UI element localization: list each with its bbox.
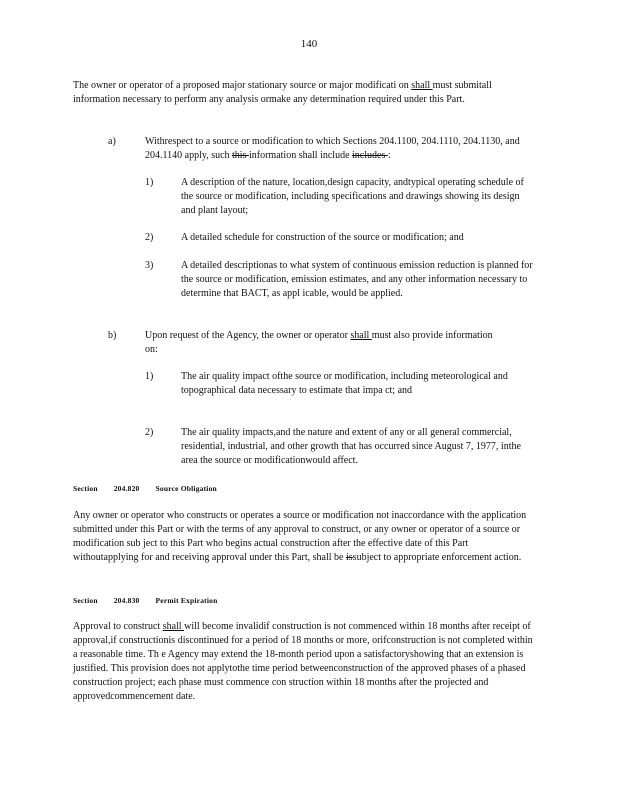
item-b2-text: The air quality impacts,and the nature and extent of any or all general commercial, residential, industrial, and other growth that has occurred since August 7, 1977, inthe area the source or modificationwould affect. bbox=[181, 427, 521, 466]
item-a3-label: 3) bbox=[145, 260, 154, 271]
section-830-text-start: Approval to construct bbox=[73, 621, 163, 632]
item-a-text bbox=[145, 135, 523, 163]
item-a-label: a) bbox=[108, 136, 116, 147]
item-a-deleted-text-2: includes bbox=[352, 150, 388, 161]
intro-paragraph bbox=[73, 79, 518, 107]
section-820-text-end: subject to appropriate enforcement action. bbox=[352, 552, 522, 563]
item-b2-label: 2) bbox=[145, 427, 154, 438]
section-830-word: Section bbox=[73, 596, 98, 605]
item-a-deleted-text-1: this bbox=[232, 150, 249, 161]
item-b-text-start: Upon request of the Agency, the owner or operator bbox=[145, 330, 351, 341]
intro-text-start: The owner or operator of a proposed major stationary source or major modificati on bbox=[73, 80, 412, 91]
section-820-text-start: Any owner or operator who constructs or operates a source or modification not inaccordance with the application submitted under this Part or with the terms of any approval to construct, or any owner or operator of a source or modification sub ject to this Part who begins actual construction after the effective date of this Part withoutapplying for and receiving approval under this Part, shall be bbox=[73, 510, 527, 563]
item-b-text-end: must also provide information on: bbox=[145, 330, 493, 355]
section-830-text-end: will become invalidif construction is not commenced within 18 months after receipt of approval,if constructionis discontinued for a period of 18 months or more, orifconstruction is not completed within a reasonable time. Th e Agency may extend the 18-month period upon a satisfactoryshowing that an extension is justified. This provision does not applytothe time period betweenconstruction of the approved phases of a phased construction project; each phase must commence con struction within 18 months after the projected and approvedcommencement date. bbox=[73, 621, 533, 702]
page-number: 140 bbox=[300, 38, 318, 50]
section-830-number: 204.830 bbox=[113, 596, 140, 605]
item-a1-label: 1) bbox=[145, 177, 154, 188]
item-a-text-start: Withrespect to a source or modification to which Sections 204.1100, 204.1110, 204.1130, and 204.1140 apply, such bbox=[145, 136, 520, 161]
section-820-body bbox=[73, 509, 535, 565]
item-a-text-mid: information shall include bbox=[248, 150, 353, 161]
section-820-title: Source Obligation bbox=[155, 484, 217, 493]
section-820-number: 204.820 bbox=[113, 484, 140, 493]
item-a2-text: A detailed schedule for construction of the source or modification; and bbox=[181, 232, 464, 243]
item-a2-label: 2) bbox=[145, 232, 154, 243]
section-820-word: Section bbox=[73, 484, 98, 493]
item-b1-text: The air quality impact ofthe source or modification, including meteorological and topographical data necessary to estimate that impa ct; and bbox=[181, 371, 508, 396]
item-b-label: b) bbox=[108, 330, 117, 341]
item-a3-text: A detailed descriptionas to what system of continuous emission reduction is planned for the source or modification, emission estimates, and any other information necessary to determine that BACT, as appl icable, would be applied. bbox=[181, 260, 533, 299]
section-830-body bbox=[73, 620, 538, 704]
item-b1-label: 1) bbox=[145, 371, 154, 382]
item-b-text bbox=[145, 329, 505, 357]
section-820-heading bbox=[73, 484, 233, 493]
intro-inserted-text: shall bbox=[411, 80, 433, 91]
section-830-title: Permit Expiration bbox=[155, 596, 218, 605]
item-a-text-end: : bbox=[387, 150, 391, 161]
item-a1-text: A description of the nature, location,design capacity, andtypical operating schedule of the source or modification, including specifications and drawings showing its design and plant layout; bbox=[181, 177, 524, 216]
section-830-heading bbox=[73, 596, 233, 605]
section-830-inserted-text: shall bbox=[162, 621, 185, 632]
item-b-inserted-text: shall bbox=[350, 330, 372, 341]
intro-text-end: must submitall information necessary to perform any analysis ormake any determination required under this Part. bbox=[73, 80, 492, 105]
section-820-deleted-text: is bbox=[346, 552, 353, 563]
